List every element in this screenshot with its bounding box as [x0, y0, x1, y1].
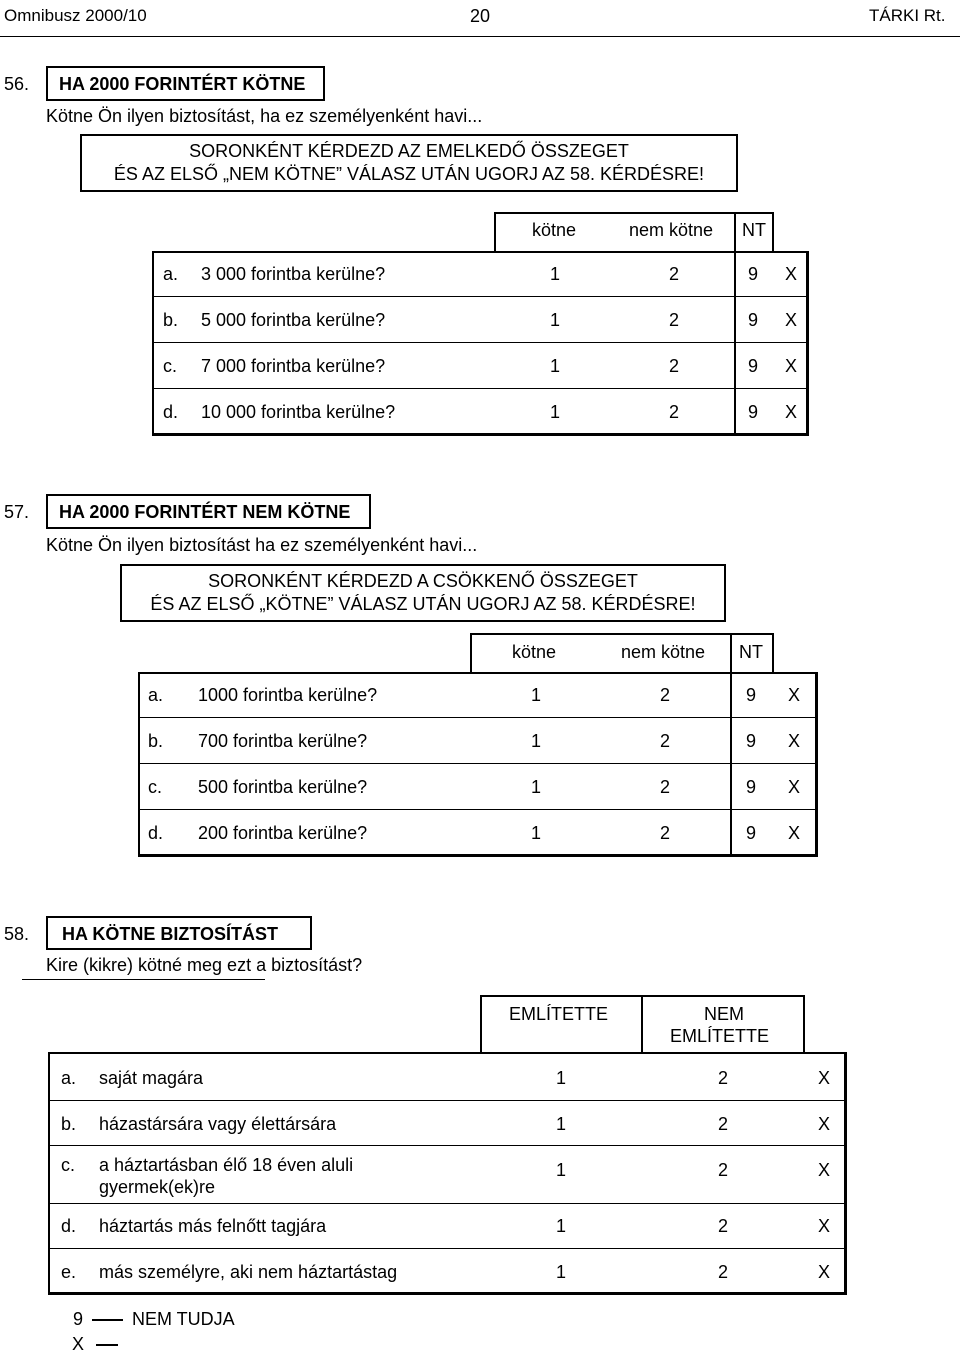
code-x[interactable]: X	[788, 731, 801, 751]
row-label: más személyre, aki nem háztartástag	[99, 1262, 398, 1282]
code-kotne[interactable]: 1	[531, 777, 542, 797]
code-x[interactable]: X	[785, 310, 798, 330]
code-nt[interactable]: 9	[746, 777, 757, 797]
code-nem-emlitette[interactable]: 2	[718, 1114, 729, 1134]
code-nem-kotne[interactable]: 2	[669, 264, 680, 284]
header-rule	[0, 36, 960, 37]
q58-filter-box	[46, 916, 312, 950]
row-letter: c.	[148, 777, 163, 797]
q57-instruction-1: SORONKÉNT KÉRDEZD A CSÖKKENŐ ÖSSZEGET	[208, 571, 638, 591]
q56-instruction-2: ÉS AZ ELSŐ „NEM KÖTNE” VÁLASZ UTÁN UGORJ AZ 58. KÉRDÉSRE!	[113, 164, 705, 184]
code-nem-kotne[interactable]: 2	[660, 823, 671, 843]
row-label: házastársára vagy élettársára	[99, 1114, 337, 1134]
row-letter: e.	[61, 1262, 77, 1282]
code-nem-emlitette[interactable]: 2	[718, 1068, 729, 1088]
q58-filter: HA KÖTNE BIZTOSÍTÁST	[62, 924, 278, 944]
q56-col-nem-kotne: nem kötne	[629, 220, 714, 240]
code-x[interactable]: X	[818, 1068, 831, 1088]
code-nem-kotne[interactable]: 2	[660, 685, 671, 705]
code-nem-kotne[interactable]: 2	[669, 402, 680, 422]
q58-col-emlitette-2: EMLÍTETTE	[670, 1026, 770, 1046]
q56-instruction-box	[80, 134, 738, 192]
code-x[interactable]: X	[818, 1114, 831, 1134]
code-x[interactable]: X	[785, 264, 798, 284]
code-emlitette[interactable]: 1	[556, 1114, 567, 1134]
code-x[interactable]: X	[788, 685, 801, 705]
code-nt[interactable]: 9	[748, 310, 759, 330]
code-nt[interactable]: 9	[748, 356, 759, 376]
q58-question: Kire (kikre) kötné meg ezt a biztosítást?	[46, 955, 363, 975]
row-label: 7 000 forintba kerülne?	[201, 356, 386, 376]
code-emlitette[interactable]: 1	[556, 1262, 567, 1282]
q56-filter-box	[46, 66, 325, 101]
code-kotne[interactable]: 1	[550, 402, 561, 422]
code-x[interactable]: X	[788, 777, 801, 797]
row-letter: a.	[148, 685, 164, 705]
code-kotne[interactable]: 1	[550, 264, 561, 284]
q56-number: 56.	[4, 74, 30, 94]
q56-question: Kötne Ön ilyen biztosítást, ha ez személyenként havi...	[46, 106, 483, 126]
footer-text: NEM TUDJA	[132, 1309, 235, 1329]
row-letter: b.	[163, 310, 179, 330]
row-label: háztartás más felnőtt tagjára	[99, 1216, 327, 1236]
q58-question-rule	[22, 979, 265, 980]
code-nem-emlitette[interactable]: 2	[718, 1160, 729, 1180]
code-nem-emlitette[interactable]: 2	[718, 1216, 729, 1236]
code-x[interactable]: X	[785, 402, 798, 422]
code-x[interactable]: X	[788, 823, 801, 843]
q57-filter-box	[46, 494, 371, 529]
code-nem-kotne[interactable]: 2	[660, 777, 671, 797]
code-nt[interactable]: 9	[746, 823, 757, 843]
header-left: Omnibusz 2000/10	[4, 6, 147, 25]
code-nt[interactable]: 9	[748, 402, 759, 422]
q58-col-emlitette: EMLÍTETTE	[509, 1004, 609, 1024]
code-kotne[interactable]: 1	[550, 310, 561, 330]
code-kotne[interactable]: 1	[531, 731, 542, 751]
row-letter: a.	[61, 1068, 77, 1088]
footer-dash	[92, 1319, 123, 1321]
q57-filter: HA 2000 FORINTÉRT NEM KÖTNE	[59, 502, 351, 522]
row-label: 5 000 forintba kerülne?	[201, 310, 386, 330]
row-letter: c.	[163, 356, 178, 376]
row-label: 3 000 forintba kerülne?	[201, 264, 386, 284]
q56-filter: HA 2000 FORINTÉRT KÖTNE	[59, 74, 306, 94]
code-emlitette[interactable]: 1	[556, 1216, 567, 1236]
code-kotne[interactable]: 1	[531, 685, 542, 705]
code-emlitette[interactable]: 1	[556, 1160, 567, 1180]
code-nem-emlitette[interactable]: 2	[718, 1262, 729, 1282]
row-label-cont: gyermek(ek)re	[99, 1177, 216, 1197]
row-label: 500 forintba kerülne?	[198, 777, 368, 797]
page-number: 20	[470, 6, 491, 26]
code-x[interactable]: X	[818, 1160, 831, 1180]
row-label: saját magára	[99, 1068, 204, 1088]
footer-code: 9	[73, 1309, 84, 1329]
code-nem-kotne[interactable]: 2	[669, 310, 680, 330]
q56-col-kotne: kötne	[532, 220, 577, 240]
row-letter: d.	[148, 823, 164, 843]
footer-code: X	[72, 1334, 85, 1354]
row-label: 1000 forintba kerülne?	[198, 685, 378, 705]
q57-col-nt: NT	[739, 642, 763, 662]
q57-instruction-2: ÉS AZ ELSŐ „KÖTNE” VÁLASZ UTÁN UGORJ AZ 58. KÉRDÉSRE!	[150, 594, 696, 614]
code-kotne[interactable]: 1	[531, 823, 542, 843]
q57-col-nem-kotne: nem kötne	[621, 642, 706, 662]
row-letter: b.	[61, 1114, 77, 1134]
code-nem-kotne[interactable]: 2	[660, 731, 671, 751]
code-nt[interactable]: 9	[748, 264, 759, 284]
row-letter: d.	[163, 402, 179, 422]
row-label: 700 forintba kerülne?	[198, 731, 368, 751]
q57-col-kotne: kötne	[512, 642, 557, 662]
q57-number: 57.	[4, 502, 30, 522]
footer-dash	[96, 1344, 118, 1346]
code-nem-kotne[interactable]: 2	[669, 356, 680, 376]
code-x[interactable]: X	[818, 1262, 831, 1282]
header-right: TÁRKI Rt.	[869, 6, 946, 25]
code-kotne[interactable]: 1	[550, 356, 561, 376]
row-label: 10 000 forintba kerülne?	[201, 402, 396, 422]
code-nt[interactable]: 9	[746, 731, 757, 751]
q57-question: Kötne Ön ilyen biztosítást ha ez személyenként havi...	[46, 535, 478, 555]
row-label: a háztartásban élő 18 éven aluli	[99, 1155, 354, 1175]
q56-col-nt: NT	[742, 220, 766, 240]
code-x[interactable]: X	[818, 1216, 831, 1236]
q56-instruction-1: SORONKÉNT KÉRDEZD AZ EMELKEDŐ ÖSSZEGET	[189, 141, 629, 161]
code-nt[interactable]: 9	[746, 685, 757, 705]
code-emlitette[interactable]: 1	[556, 1068, 567, 1088]
row-letter: c.	[61, 1155, 76, 1175]
row-letter: a.	[163, 264, 179, 284]
q58-number: 58.	[4, 924, 30, 944]
row-letter: b.	[148, 731, 164, 751]
row-label: 200 forintba kerülne?	[198, 823, 368, 843]
code-x[interactable]: X	[785, 356, 798, 376]
row-letter: d.	[61, 1216, 77, 1236]
q57-instruction-box	[120, 564, 726, 622]
q58-col-nem: NEM	[704, 1004, 744, 1024]
